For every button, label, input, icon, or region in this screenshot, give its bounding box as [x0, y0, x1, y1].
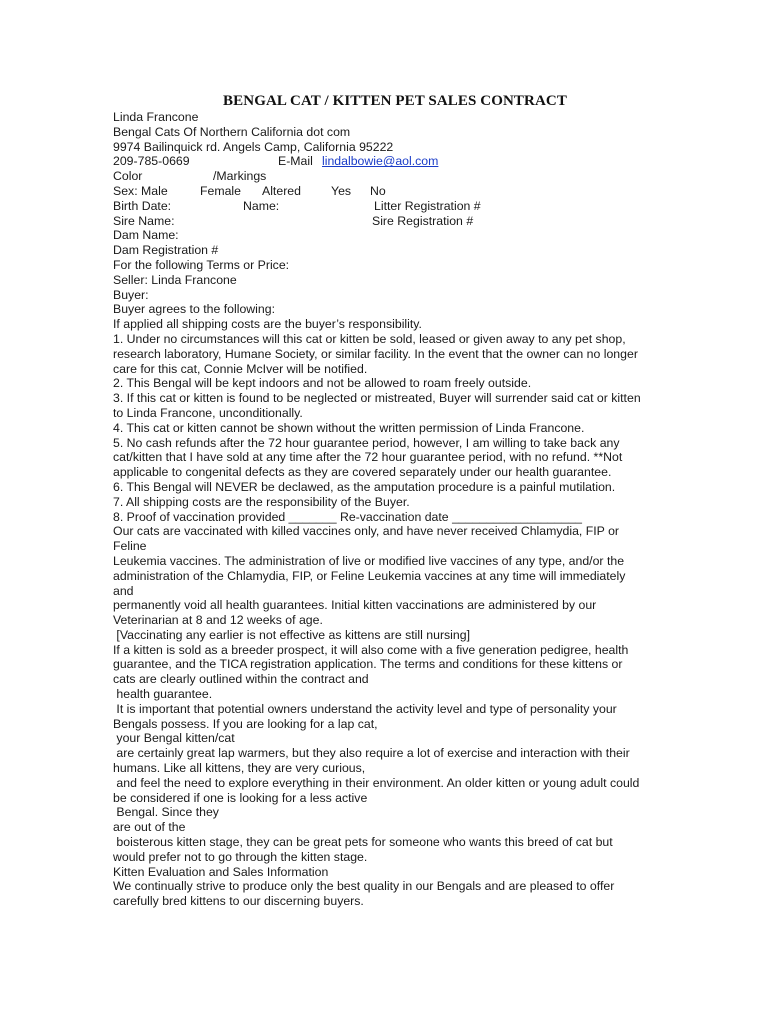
name-label: Name:: [243, 198, 280, 213]
text-line: and feel the need to explore everything in their environment. An older kitten or young adult could: [113, 775, 640, 790]
text-line: are out of the: [113, 820, 186, 835]
text-line: 8. Proof of vaccination provided _______ Re-vaccination date ___________________: [113, 509, 583, 524]
text-line: be considered if one is looking for a less active: [113, 790, 368, 805]
text-line: care for this cat, Connie McIver will be notified.: [113, 361, 368, 376]
litter-registration-label: Litter Registration #: [374, 198, 481, 213]
birth-date-row: [113, 199, 658, 214]
sire-row: [113, 214, 658, 229]
business-name-line: Bengal Cats Of Northern California dot com: [113, 124, 351, 139]
text-line: 4. This cat or kitten cannot be shown without the written permission of Linda Francone.: [113, 420, 585, 435]
section-heading: Kitten Evaluation and Sales Information: [113, 864, 329, 879]
contract-body: [113, 110, 658, 909]
text-line: 1. Under no circumstances will this cat or kitten be sold, leased or given away to any pet shop,: [113, 331, 626, 346]
text-line: and: [113, 583, 134, 598]
dam-registration-line: Dam Registration #: [113, 243, 219, 258]
text-line: carefully bred kittens to our discerning buyers.: [113, 894, 364, 909]
markings-label: /Markings: [213, 169, 267, 184]
text-line: humans. Like all kittens, they are very curious,: [113, 761, 366, 776]
text-line: Buyer:: [113, 287, 149, 302]
sire-name-label: Sire Name:: [113, 213, 175, 228]
text-line: to Linda Francone, unconditionally.: [113, 405, 303, 420]
text-line: are certainly great lap warmers, but they also require a lot of exercise and interaction with their: [113, 746, 630, 761]
contact-row: [113, 154, 658, 169]
text-line: cats are clearly outlined within the contract and: [113, 672, 369, 687]
color-label: Color: [113, 169, 143, 184]
birth-date-label: Birth Date:: [113, 198, 172, 213]
color-row: [113, 169, 658, 184]
email-link[interactable]: lindalbowie@aol.com: [322, 154, 439, 169]
text-line: Our cats are vaccinated with killed vaccines only, and have never received Chlamydia, FIP or: [113, 524, 620, 539]
text-line: Bengal. Since they: [113, 805, 219, 820]
text-line: It is important that potential owners understand the activity level and type of personality your: [113, 701, 617, 716]
female-label: Female: [200, 183, 242, 198]
sex-row: [113, 184, 658, 199]
text-line: 7. All shipping costs are the responsibility of the Buyer.: [113, 494, 410, 509]
text-line: Feline: [113, 539, 147, 554]
sex-label: Sex: Male: [113, 183, 168, 198]
seller-name-line: Linda Francone: [113, 110, 199, 124]
page-title: BENGAL CAT / KITTEN PET SALES CONTRACT: [223, 93, 567, 109]
text-line: your Bengal kitten/cat: [113, 731, 235, 746]
text-line: 5. No cash refunds after the 72 hour guarantee period, however, I am willing to take back any: [113, 435, 620, 450]
address-line: 9974 Bailinquick rd. Angels Camp, California 95222: [113, 139, 394, 154]
yes-label: Yes: [331, 183, 352, 198]
text-line: research laboratory, Humane Society, or similar facility. In the event that the owner can no longer: [113, 346, 638, 361]
email-label: E-Mail: [278, 154, 313, 169]
phone-number: 209-785-0669: [113, 154, 190, 169]
sire-registration-label: Sire Registration #: [372, 213, 474, 228]
dam-name-line: Dam Name:: [113, 228, 179, 243]
altered-label: Altered: [262, 183, 301, 198]
text-line: administration of the Chlamydia, FIP, or Feline Leukemia vaccines at any time will immediately: [113, 568, 626, 583]
text-line: If a kitten is sold as a breeder prospect, it will also come with a five generation pedigree, health: [113, 642, 629, 657]
text-line: Leukemia vaccines. The administration of live or modified live vaccines of any type, and/or the: [113, 553, 625, 568]
text-line: applicable to congenital defects as they are covered separately under our health guarantee.: [113, 465, 612, 480]
text-line: Veterinarian at 8 and 12 weeks of age.: [113, 613, 323, 628]
text-line: For the following Terms or Price:: [113, 257, 290, 272]
text-line: If applied all shipping costs are the buyer’s responsibility.: [113, 317, 422, 332]
text-line: guarantee, and the TICA registration application. The terms and conditions for these kittens or: [113, 657, 623, 672]
text-line: We continually strive to produce only the best quality in our Bengals and are pleased to offer: [113, 879, 615, 894]
text-line: permanently void all health guarantees. Initial kitten vaccinations are administered by our: [113, 598, 597, 613]
no-label: No: [370, 183, 386, 198]
text-line: Buyer agrees to the following:: [113, 302, 276, 317]
text-line: [Vaccinating any earlier is not effective as kittens are still nursing]: [113, 627, 471, 642]
text-line: cat/kitten that I have sold at any time after the 72 hour guarantee period, with no refund. **Not: [113, 450, 623, 465]
text-line: health guarantee.: [113, 687, 213, 702]
text-line: Bengals possess. If you are looking for a lap cat,: [113, 716, 378, 731]
text-line: Seller: Linda Francone: [113, 272, 237, 287]
text-line: would prefer not to go through the kitten stage.: [113, 849, 368, 864]
text-line: boisterous kitten stage, they can be great pets for someone who wants this breed of cat but: [113, 835, 613, 850]
text-line: 2. This Bengal will be kept indoors and not be allowed to roam freely outside.: [113, 376, 532, 391]
text-line: 3. If this cat or kitten is found to be neglected or mistreated, Buyer will surrender said cat or kitten: [113, 391, 641, 406]
text-line: 6. This Bengal will NEVER be declawed, as the amputation procedure is a painful mutilation.: [113, 479, 616, 494]
